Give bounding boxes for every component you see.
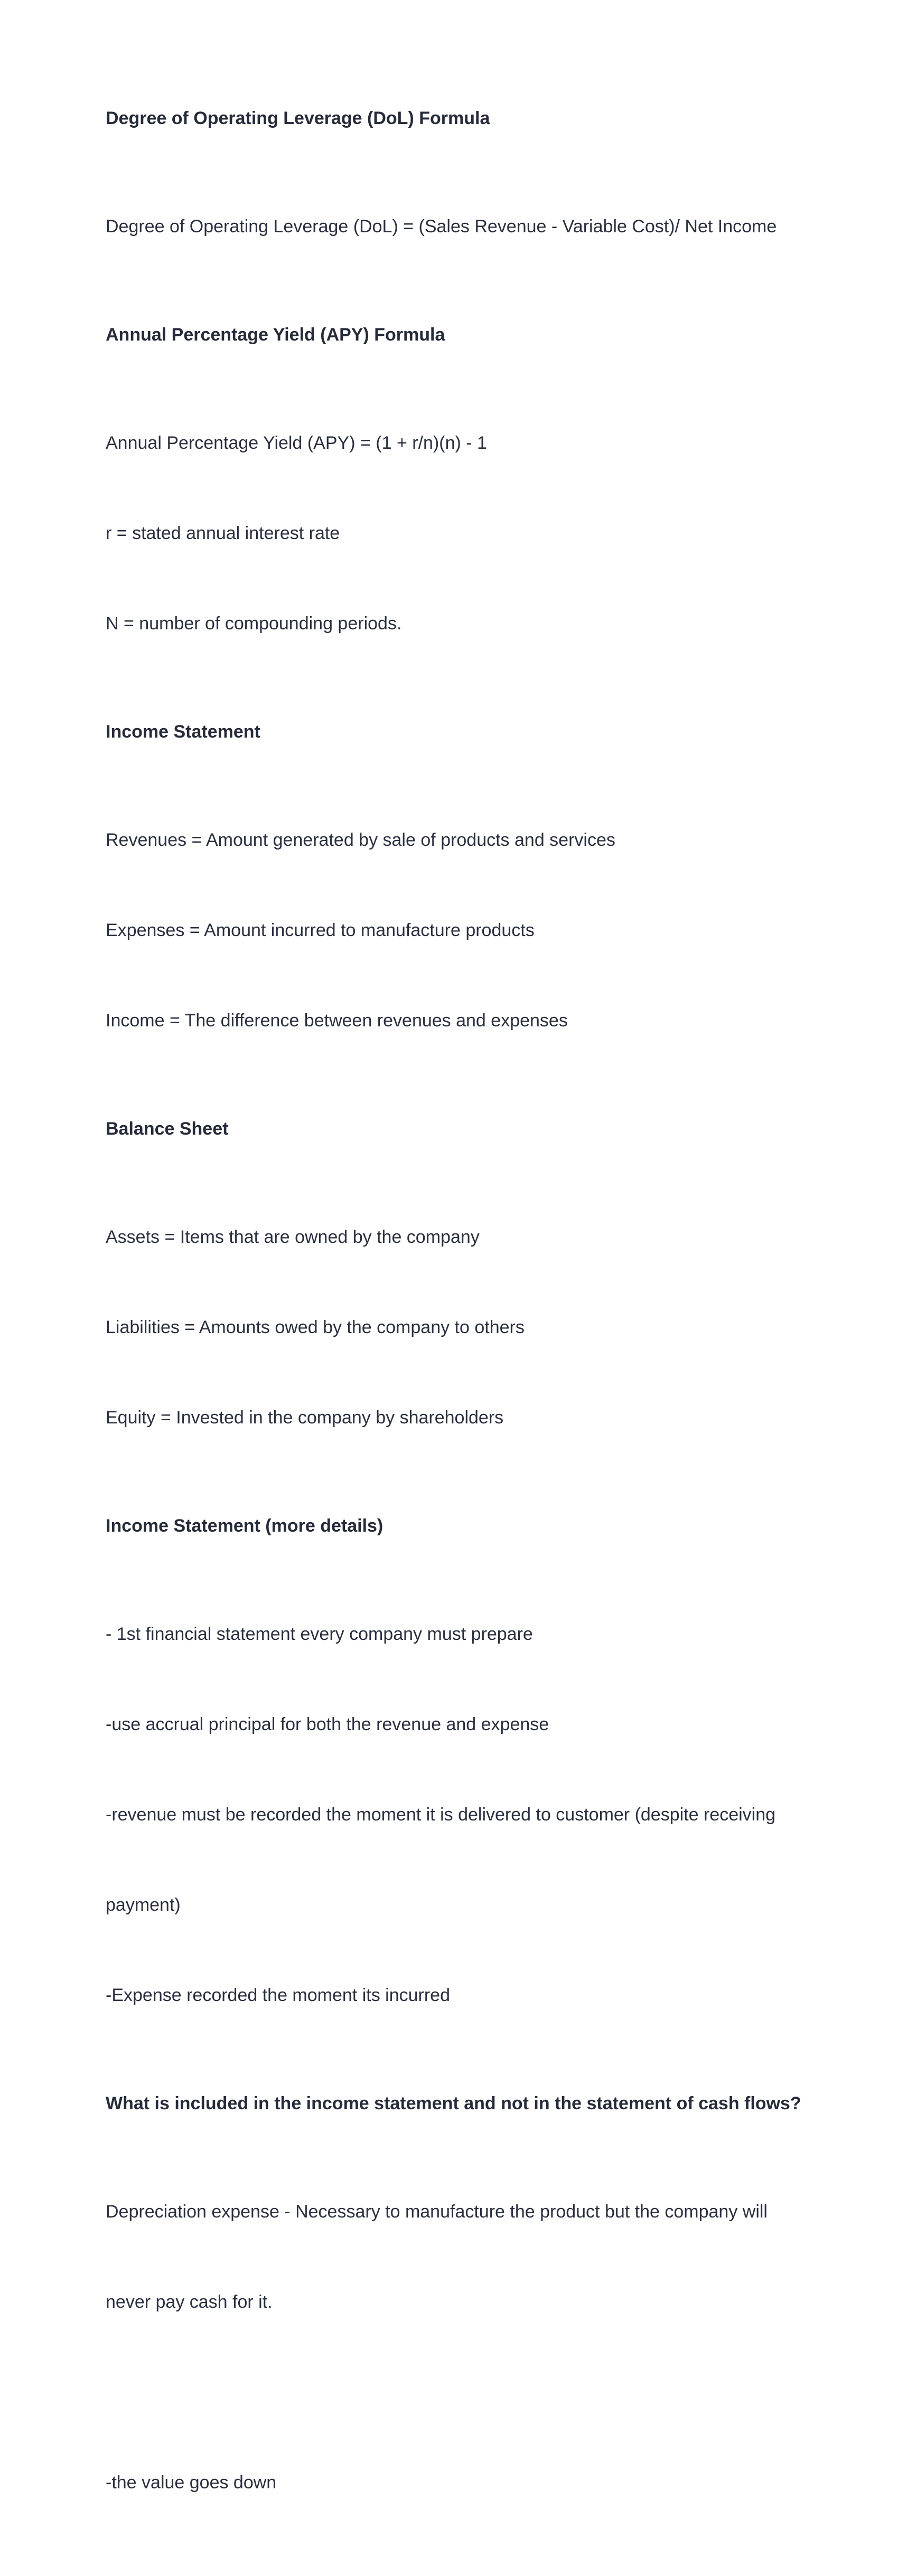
body-line: Annual Percentage Yield (APY) = (1 + r/n)(n) - 1 (106, 433, 487, 453)
section-body (106, 2137, 803, 2558)
section-heading: Annual Percentage Yield (APY) Formula (106, 325, 445, 345)
body-line: -use accrual principal for both the revenue and expense (106, 1714, 549, 1734)
section-heading: Balance Sheet (106, 1119, 229, 1139)
section-body (106, 152, 803, 302)
body-line: r = stated annual interest rate (106, 523, 340, 543)
section-body (106, 1559, 803, 2071)
body-line: Equity = Invested in the company by shareholders (106, 1408, 504, 1428)
section-body (106, 1162, 803, 1493)
section-dol (106, 103, 803, 302)
section-balance-sheet (106, 1114, 803, 1493)
body-line: Income = The difference between revenues and expenses (106, 1011, 568, 1031)
body-line: -the value goes down (106, 2473, 277, 2493)
section-apy (106, 320, 803, 699)
document-page (106, 103, 803, 2576)
body-line: Liabilities = Amounts owed by the company to others (106, 1317, 525, 1337)
body-line: Depreciation expense - Necessary to manufacture the product but the company will (106, 2202, 768, 2222)
body-line: Assets = Items that are owned by the company (106, 1227, 480, 1247)
section-heading: Income Statement (106, 722, 260, 742)
section-income-vs-cash-flows (106, 2089, 803, 2558)
body-line: N = number of compounding periods. (106, 614, 402, 634)
section-body (106, 368, 803, 699)
body-line: Expenses = Amount incurred to manufacture products (106, 920, 535, 940)
section-heading: What is included in the income statement and not in the statement of cash flows? (106, 2093, 801, 2113)
body-line: - 1st financial statement every company must prepare (106, 1624, 533, 1644)
blank-line (106, 2377, 803, 2408)
section-heading: Income Statement (more details) (106, 1516, 383, 1536)
body-line: never pay cash for it. (106, 2292, 273, 2312)
section-body (106, 765, 803, 1096)
body-line: Revenues = Amount generated by sale of products and services (106, 830, 615, 850)
body-line: -revenue must be recorded the moment it is delivered to customer (despite receiving (106, 1805, 776, 1825)
body-line: Degree of Operating Leverage (DoL) = (Sales Revenue - Variable Cost)/ Net Income (106, 216, 777, 237)
section-income-statement-details (106, 1511, 803, 2071)
body-line: payment) (106, 1895, 181, 1915)
section-income-statement (106, 717, 803, 1096)
section-heading: Degree of Operating Leverage (DoL) Formula (106, 108, 490, 128)
body-line: -Expense recorded the moment its incurred (106, 1985, 450, 2005)
